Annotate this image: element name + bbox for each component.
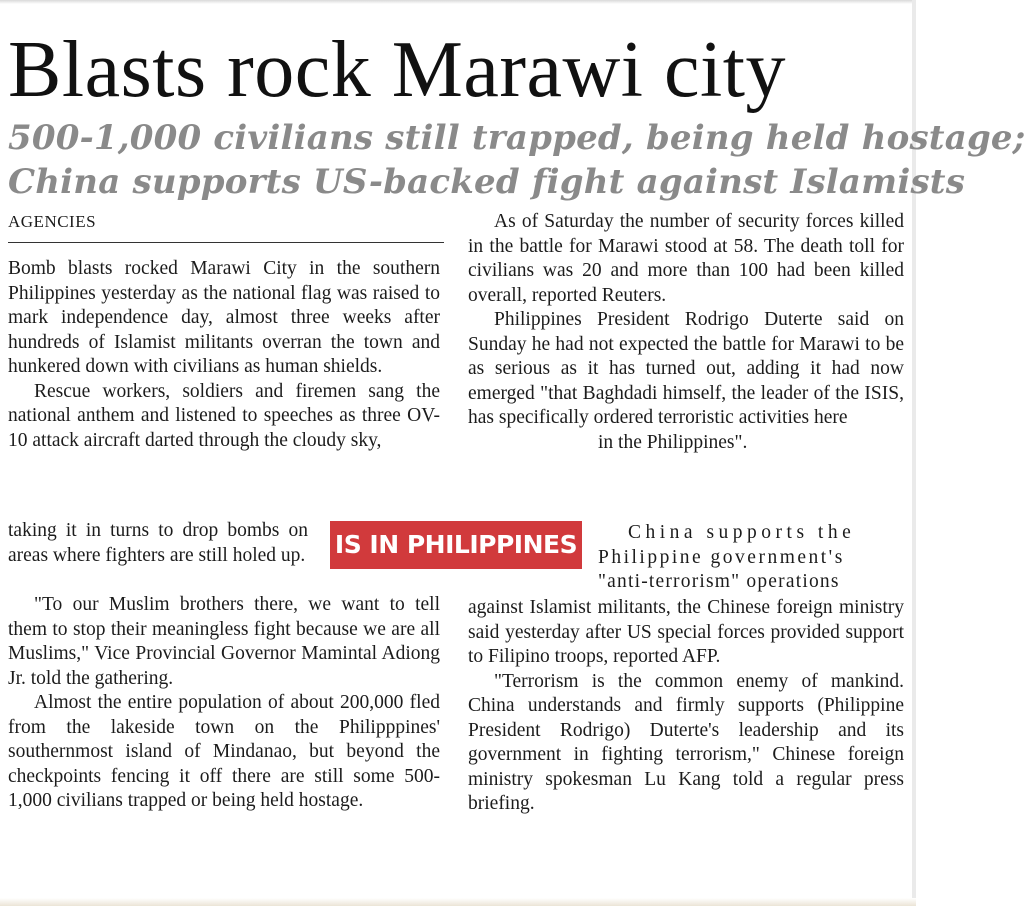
paragraph: Almost the entire population of about 200,000 fled from the lakeside town on the Philipppines' southernmost island of Mindanao, but beyond the checkpoints fencing it off there are still some 500-1,000 civilians trapped or being held hostage. xyxy=(8,692,440,811)
paragraph-line: Philippine government's xyxy=(598,546,845,568)
page-top-edge xyxy=(0,0,916,4)
column-2-bottom xyxy=(468,596,904,817)
column-1-bottom xyxy=(8,593,440,814)
paragraph: in the Philippines". xyxy=(598,431,748,453)
page-bottom-edge xyxy=(0,898,916,906)
paragraph-line: "anti-terrorism" operations xyxy=(598,571,840,592)
deck-line-2: China supports US-backed fight against Islamists xyxy=(8,162,966,202)
paragraph: taking it in turns to drop bombs on areas where fighters are still holed up. xyxy=(8,520,308,566)
callout-label: IS IN PHILIPPINES xyxy=(330,521,582,569)
byline: AGENCIES xyxy=(8,212,444,243)
column-1-top xyxy=(8,257,440,453)
paragraph-line: China supports the xyxy=(628,522,856,543)
headline: Blasts rock Marawi city xyxy=(8,26,786,114)
paragraph: against Islamist militants, the Chinese foreign ministry said yesterday after US special forces provided support to Filipino troops, reported AFP. xyxy=(468,597,904,667)
paragraph: "To our Muslim brothers there, we want to tell them to stop their meaningless fight because we are all Muslims," Vice Provincial Governor Mamintal Adiong Jr. told the gathering. xyxy=(8,594,440,689)
paragraph: Bomb blasts rocked Marawi City in the southern Philippines yesterday as the national flag was raised to mark independence day, almost three weeks after hundreds of Islamist militants overran the town and hunkered down with civilians as human shields. xyxy=(8,258,440,377)
column-1-wrap xyxy=(8,519,308,568)
paragraph: As of Saturday the number of security forces killed in the battle for Marawi stood at 58. The death toll for civilians was 20 and more than 100 had been killed overall, reported Reuters. xyxy=(468,211,904,306)
paragraph: "Terrorism is the common enemy of mankind. China understands and firmly supports (Philippine President Rodrigo) Duterte's leadership and its government in fighting terrorism," Chinese foreign ministry spokesman Lu Kang told a regular press briefing. xyxy=(468,670,904,814)
paragraph: Rescue workers, soldiers and firemen sang the national anthem and listened to speeches as three OV-10 attack aircraft darted through the cloudy sky, xyxy=(8,380,440,451)
deck-line-1: 500-1,000 civilians still trapped, being held hostage; xyxy=(8,118,1026,158)
column-2-top xyxy=(468,210,904,455)
column-2-wrap xyxy=(598,521,904,595)
paragraph: Philippines President Rodrigo Duterte said on Sunday he had not expected the battle for Marawi to be as serious as it has turned out, adding it had now emerged "that Baghdadi himself, the leader of the ISIS, has specifically ordered terroristic activities here xyxy=(468,309,904,428)
